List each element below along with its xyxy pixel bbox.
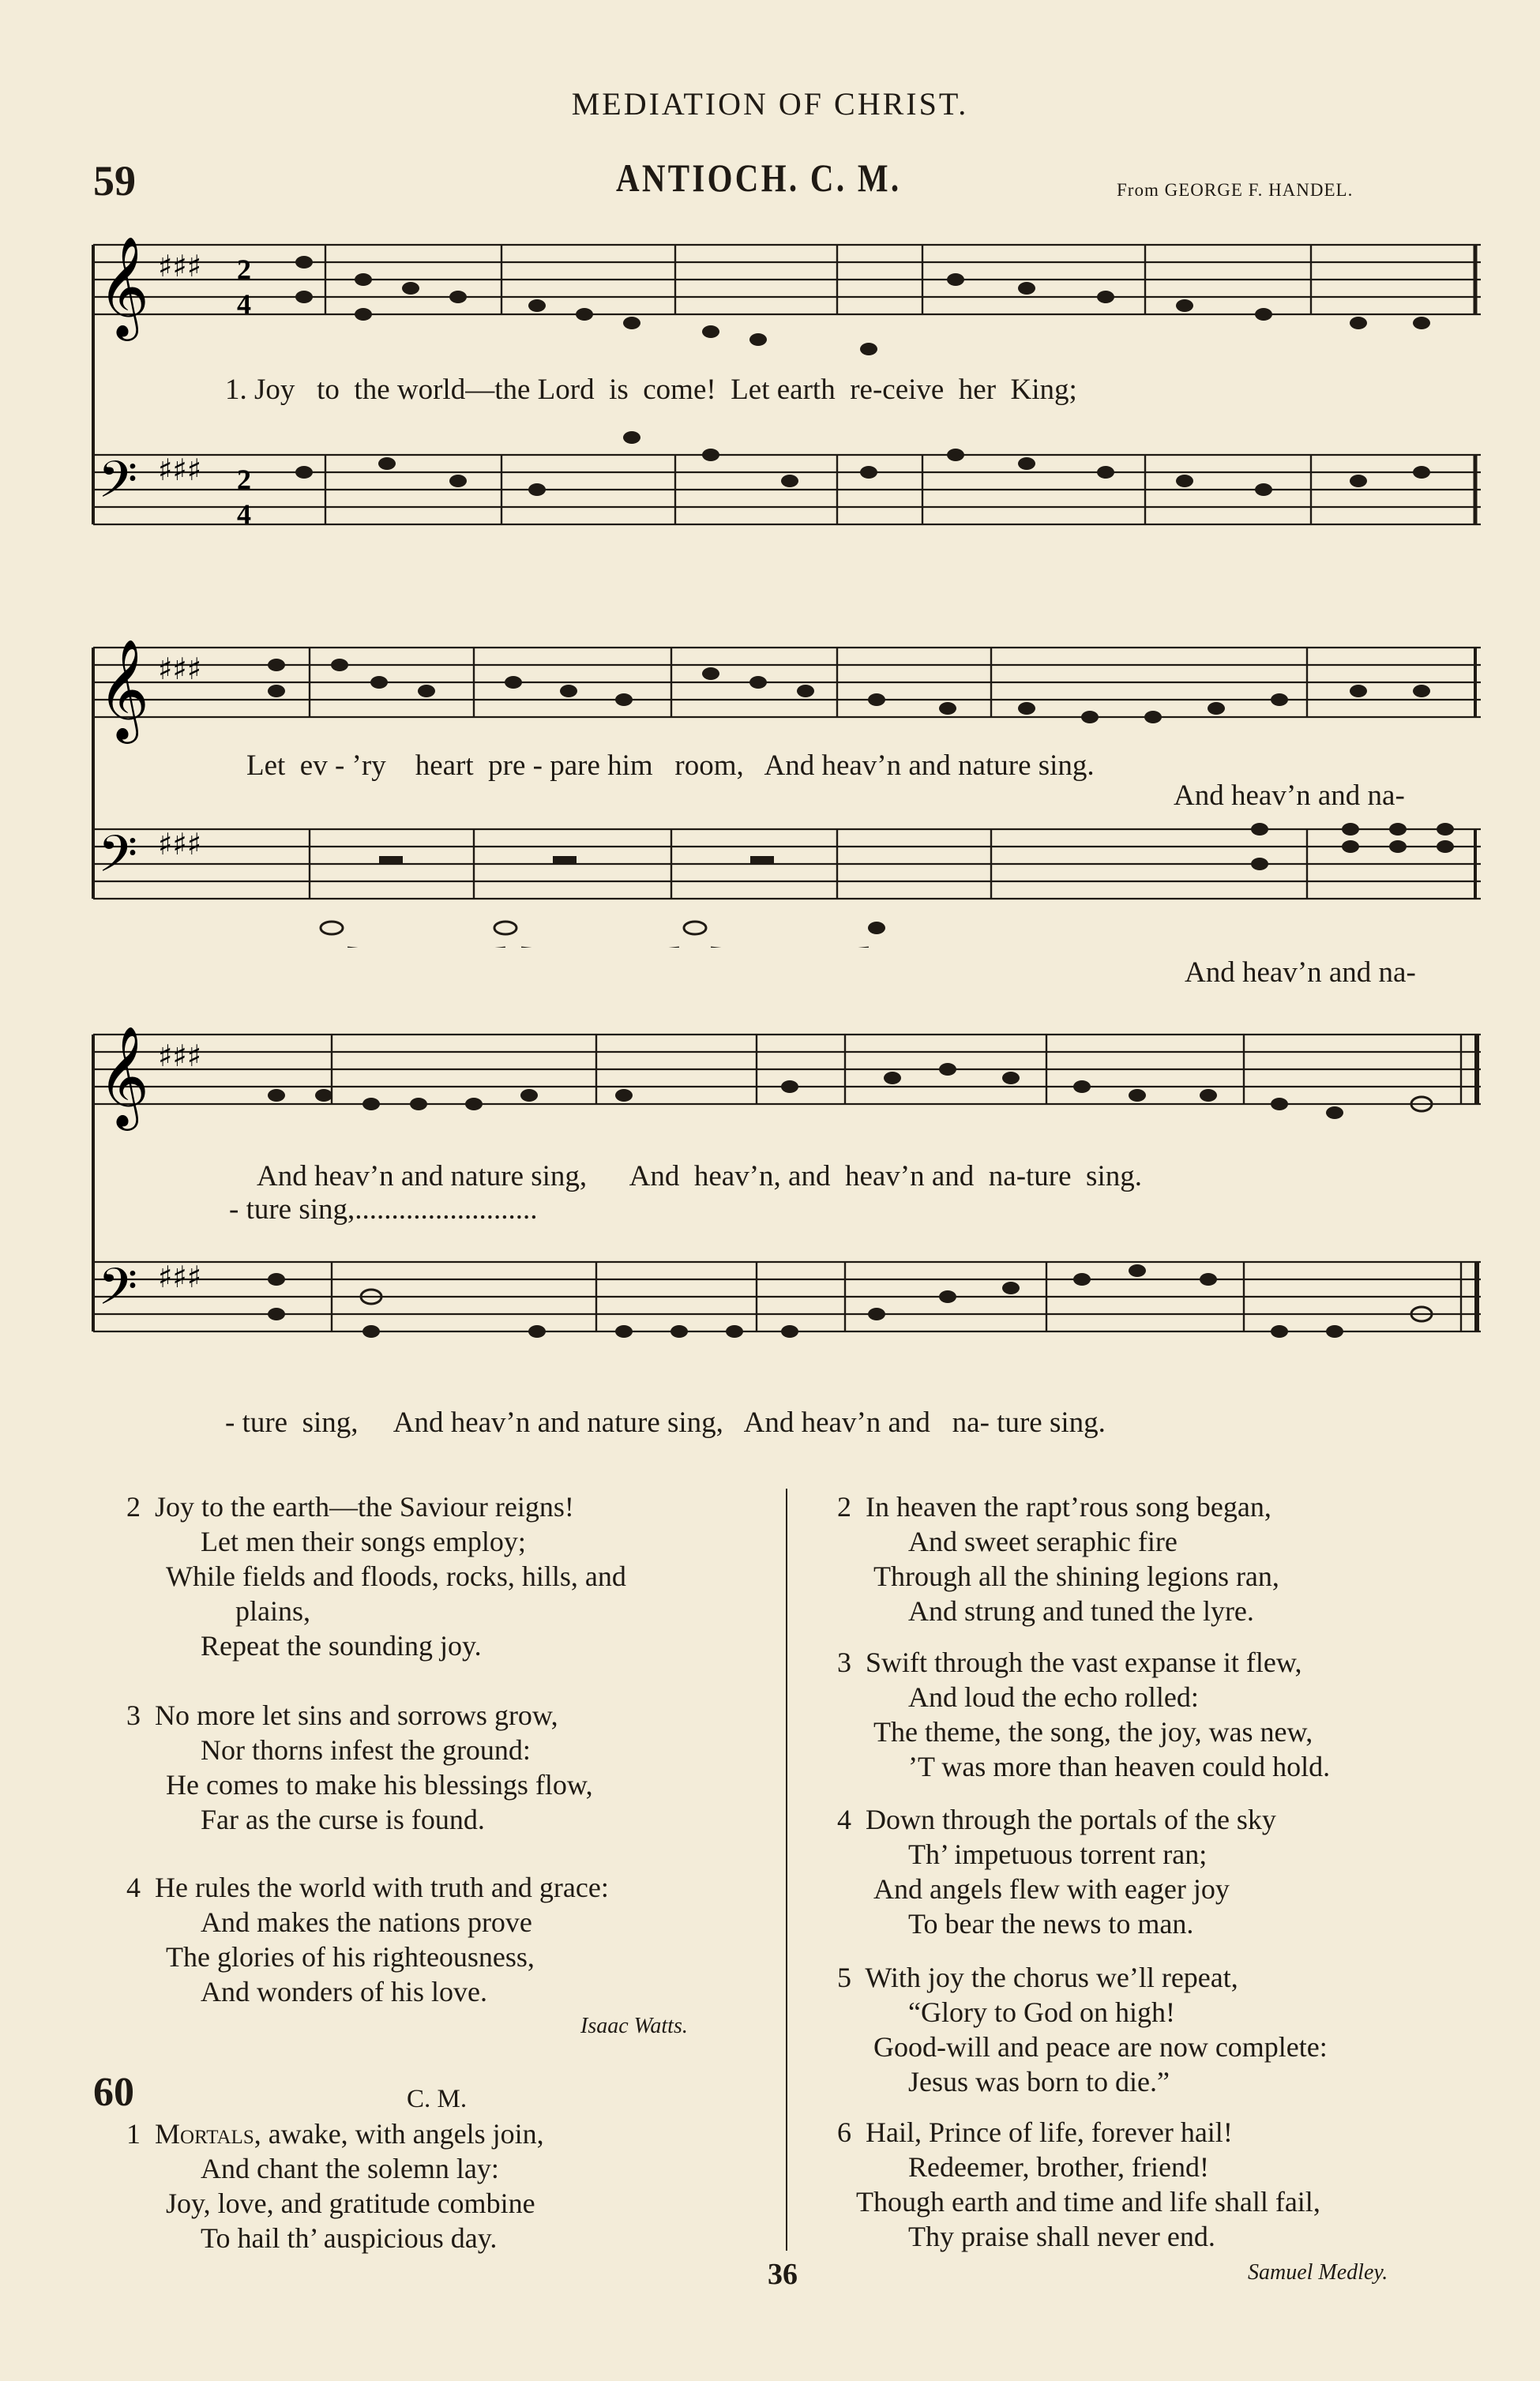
hymn-number-60: 60 <box>93 2070 134 2115</box>
stanza-line: Down through the portals of the sky <box>866 1804 1276 1835</box>
treble-staff-1 <box>93 245 1481 314</box>
stanza-line: Though earth and time and life shall fail, <box>856 2186 1320 2218</box>
treble-clef-icon: 𝄞 <box>98 235 150 336</box>
stanza-line: Repeat the sounding joy. <box>201 1630 482 1662</box>
stanza-line: He comes to make his blessings flow, <box>166 1769 593 1801</box>
first-word: Mortals, <box>155 2118 261 2150</box>
attribution-prefix: From <box>1117 180 1159 200</box>
author-59: Isaac Watts. <box>580 2014 688 2038</box>
stanza-line: Far as the curse is found. <box>201 1804 485 1835</box>
bass-clef-icon: 𝄢 <box>98 451 138 522</box>
stanza-number: 3 <box>126 1699 141 1731</box>
stanza-line: Through all the shining legions ran, <box>873 1560 1279 1592</box>
treble-staff-2 <box>93 648 1481 717</box>
stanza-line: While fields and floods, rocks, hills, and <box>166 1560 626 1592</box>
stanza-line: And makes the nations prove <box>201 1906 532 1938</box>
bass-cue-2: And heav’n and na- <box>1174 779 1405 812</box>
key-signature-sharps-bass: ♯♯♯ <box>158 827 202 862</box>
stanza-number: 3 <box>837 1647 851 1678</box>
stanza-60-4 <box>837 1802 1501 1941</box>
lyrics-system-2: Let ev - ’ry heart pre - pare him room, And heav’n and nature sing. <box>246 749 1095 782</box>
lyrics-system-3-bass: - ture sing, And heav’n and nature sing, And heav’n and na- ture sing. <box>225 1406 1106 1439</box>
lyrics-system-3: And heav’n and nature sing, And heav’n, and heav’n and na-ture sing. <box>257 1160 1142 1192</box>
notes-bass-3 <box>268 1264 1432 1338</box>
notes-treble-1 <box>295 256 1430 355</box>
stanza-line: Joy to the earth—the Saviour reigns! <box>155 1491 574 1523</box>
stanza-60-6 <box>837 2115 1501 2254</box>
stanza-line: awake, with angels join, <box>268 2118 544 2150</box>
stanza-line: And strung and tuned the lyre. <box>908 1595 1254 1627</box>
rests-bass-2 <box>321 856 885 934</box>
key-signature-sharps-bass: ♯♯♯ <box>158 1260 202 1294</box>
stanza-line: Th’ impetuous torrent ran; <box>908 1838 1208 1870</box>
stanza-line: In heaven the rapt’rous song began, <box>866 1491 1271 1523</box>
column-divider <box>786 1489 787 2251</box>
stanza-line: Joy, love, and gratitude combine <box>166 2188 535 2219</box>
stanza-line: Jesus was born to die.” <box>908 2066 1170 2097</box>
bass-staff-1 <box>93 455 1481 524</box>
bass-staff-2 <box>93 829 1481 899</box>
stanza-line: And chant the solemn lay: <box>201 2153 499 2184</box>
stanza-number: 2 <box>126 1491 141 1523</box>
stanza-line: No more let sins and sorrows grow, <box>155 1699 558 1731</box>
bass-staff-3 <box>93 1262 1481 1331</box>
author-60: Samuel Medley. <box>1248 2260 1388 2285</box>
stanza-59-2 <box>126 1489 774 1663</box>
stanza-60-1 <box>126 2116 774 2255</box>
stanza-line: ’T was more than heaven could hold. <box>908 1751 1331 1782</box>
time-signature-bass-bottom: 4 <box>237 498 251 530</box>
stanza-line: Let men their songs employ; <box>201 1526 526 1557</box>
key-signature-sharps: ♯♯♯ <box>158 249 202 284</box>
stanza-60-5 <box>837 1960 1501 2099</box>
time-signature-treble-top: 2 <box>237 253 251 285</box>
treble-clef-icon: 𝄞 <box>98 638 150 739</box>
notes-treble-3 <box>268 1063 1432 1119</box>
stanza-59-3 <box>126 1698 774 1837</box>
notes-bass-1 <box>295 431 1430 496</box>
bass-clef-icon: 𝄢 <box>98 825 138 896</box>
lyrics-system-1: 1. Joy to the world—the Lord is come! Let earth re-ceive her King; <box>225 374 1077 406</box>
stanza-line: And sweet seraphic fire <box>908 1526 1178 1557</box>
stanza-line: Good-will and peace are now complete: <box>873 2031 1328 2063</box>
stanza-line: “Glory to God on high! <box>908 1996 1175 2028</box>
stanza-line: plains, <box>235 1595 310 1627</box>
bass-cue-3: And heav’n and na- <box>1185 956 1416 989</box>
stanza-line: The theme, the song, the joy, was new, <box>873 1716 1313 1748</box>
notes-treble-2 <box>268 659 1430 723</box>
hymn-number-59: 59 <box>93 157 136 205</box>
stanza-line: To hail th’ auspicious day. <box>201 2222 498 2254</box>
stanza-number: 1 <box>126 2118 141 2150</box>
stanza-line: Hail, Prince of life, forever hail! <box>866 2116 1233 2148</box>
stanza-60-2 <box>837 1489 1501 1628</box>
stanza-line: Thy praise shall never end. <box>908 2221 1215 2252</box>
stanza-line: And loud the echo rolled: <box>908 1681 1199 1713</box>
stanza-line: With joy the chorus we’ll repeat, <box>865 1962 1238 1993</box>
stanza-59-4 <box>126 1870 774 2009</box>
stanza-line: To bear the news to man. <box>908 1908 1194 1940</box>
stanza-number: 4 <box>126 1872 141 1903</box>
stanza-line: And angels flew with eager joy <box>873 1873 1230 1905</box>
key-signature-sharps: ♯♯♯ <box>158 1038 202 1073</box>
composer-name: GEORGE F. HANDEL. <box>1164 180 1354 200</box>
page-number: 36 <box>768 2258 798 2291</box>
treble-staff-3 <box>93 1035 1481 1104</box>
lyrics-system-3-cont: - ture sing,......................... <box>229 1193 538 1226</box>
key-signature-sharps-bass: ♯♯♯ <box>158 453 202 487</box>
tune-title: ANTIOCH. C. M. <box>616 156 902 200</box>
stanza-line: The glories of his righteousness, <box>166 1941 535 1973</box>
hymn-60-meter: C. M. <box>407 2085 468 2113</box>
stanza-number: 5 <box>837 1962 851 1993</box>
stanza-number: 2 <box>837 1491 851 1523</box>
time-signature-treble-bottom: 4 <box>237 288 251 320</box>
stanza-number: 6 <box>837 2116 851 2148</box>
stanza-60-3 <box>837 1645 1501 1784</box>
stanza-number: 4 <box>837 1804 851 1835</box>
stanza-line: He rules the world with truth and grace: <box>155 1872 609 1903</box>
composer-attribution <box>1117 180 1353 201</box>
treble-clef-icon: 𝄞 <box>98 1025 150 1126</box>
bass-clef-icon: 𝄢 <box>98 1258 138 1329</box>
stanza-line: Nor thorns infest the ground: <box>201 1734 531 1766</box>
running-head: MEDIATION OF CHRIST. <box>571 86 969 122</box>
stanza-line: Redeemer, brother, friend! <box>908 2151 1209 2183</box>
stanza-line: And wonders of his love. <box>201 1976 487 2007</box>
time-signature-bass-top: 2 <box>237 464 251 495</box>
key-signature-sharps: ♯♯♯ <box>158 652 202 686</box>
stanza-line: Swift through the vast expanse it flew, <box>866 1647 1302 1678</box>
